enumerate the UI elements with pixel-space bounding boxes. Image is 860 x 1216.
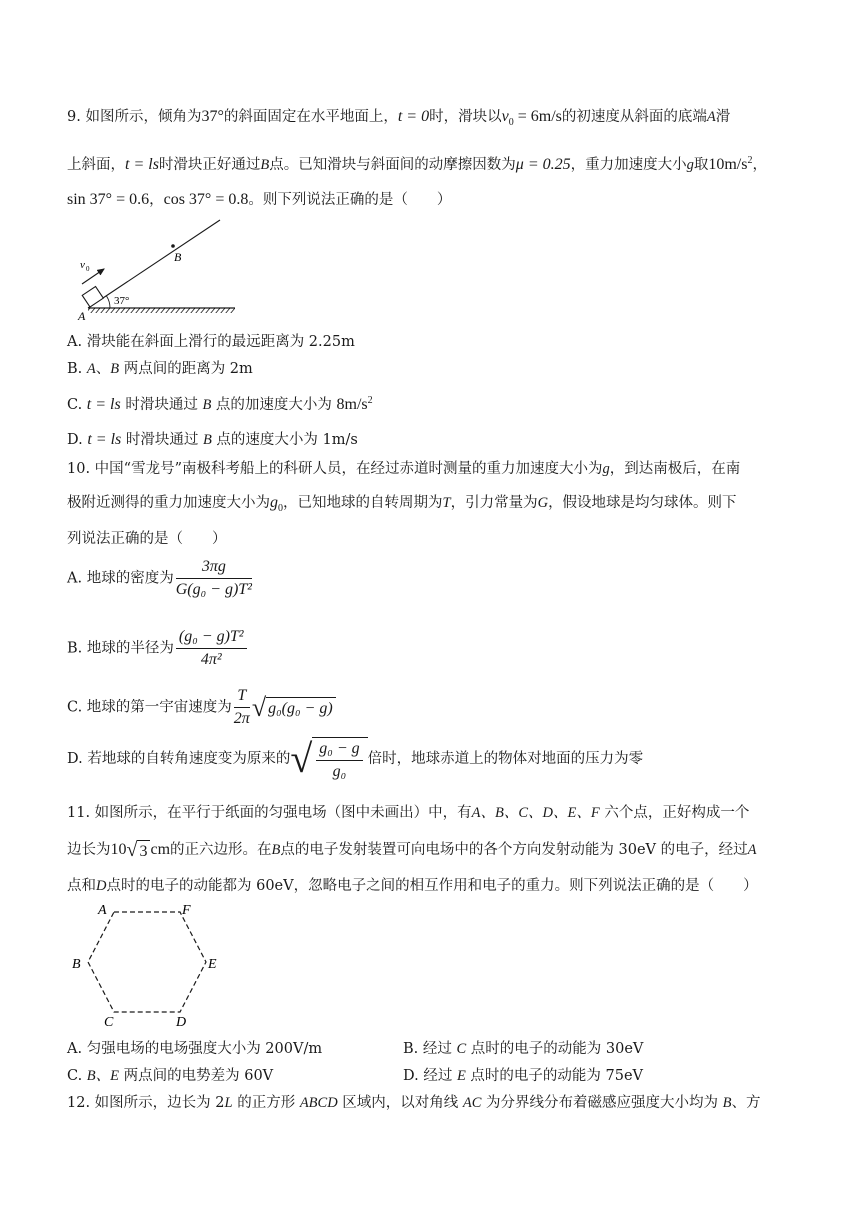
q11-text: 六个点，正好构成一个 bbox=[599, 805, 750, 821]
q10-option-text: C. 地球的第一宇宙速度为 bbox=[67, 699, 232, 716]
q9-option-text: D. bbox=[67, 432, 88, 448]
q9-text: 上斜面， bbox=[67, 157, 125, 173]
q11-option-text: D. 经过 bbox=[403, 1068, 457, 1084]
q10-option-text: 倍时，地球赤道上的物体对地面的压力为零 bbox=[367, 751, 644, 767]
point-label: A bbox=[86, 361, 96, 377]
time-value: t = 0 bbox=[397, 108, 430, 125]
fraction-numerator: 3πg bbox=[176, 558, 252, 579]
radical-sign: √ bbox=[290, 736, 313, 781]
q10-text: ，引力常量为 bbox=[450, 495, 538, 511]
q9-option-a: A. 滑块能在斜面上滑行的最远距离为 2.25m bbox=[67, 334, 355, 350]
q12-line1 bbox=[67, 1091, 761, 1112]
q12-text: 的正方形 bbox=[232, 1095, 300, 1111]
q10-option-b bbox=[67, 628, 249, 669]
point-label: D bbox=[96, 878, 107, 894]
q11-option-text: C. bbox=[67, 1068, 87, 1084]
v0-subscript: 0 bbox=[508, 116, 514, 128]
q9-text: 。则下列说法正确的是（ ） bbox=[248, 192, 452, 208]
fraction-denominator: G(g₀ − g)T² bbox=[175, 581, 252, 598]
q9-option-text: B. bbox=[67, 361, 87, 377]
angle-label: 37° bbox=[114, 295, 130, 307]
g-value-sup: 2 bbox=[747, 155, 753, 167]
mu-value: μ = 0.25 bbox=[515, 156, 571, 173]
point-label: B bbox=[110, 361, 120, 377]
side-length bbox=[110, 839, 171, 862]
q9-option-text: C. bbox=[67, 397, 87, 413]
q9-option-d bbox=[67, 428, 358, 449]
omega-sqrt bbox=[290, 737, 367, 781]
q11-option-c bbox=[67, 1064, 273, 1085]
point-labels: B、E bbox=[86, 1068, 120, 1084]
q11-option-text: 点时的电子的动能为 30eV bbox=[466, 1041, 644, 1057]
q10-option-c bbox=[67, 687, 336, 728]
incline-line bbox=[88, 220, 220, 308]
q9-text: 点。已知滑块与斜面间的动摩擦因数为 bbox=[269, 157, 516, 173]
fraction-denominator: g₀ bbox=[332, 763, 347, 780]
fraction-denominator: 2π bbox=[233, 710, 250, 727]
g-symbol: g bbox=[686, 157, 694, 173]
q9-option-text: 点的速度大小为 1m/s bbox=[211, 432, 358, 448]
velocity-sqrt bbox=[251, 692, 336, 722]
b-label: B bbox=[174, 250, 182, 264]
g-symbol: g bbox=[602, 461, 610, 477]
side-sqrt bbox=[127, 840, 151, 861]
point-label: B bbox=[202, 432, 212, 448]
radius-fraction bbox=[176, 628, 247, 669]
q11-option-a: A. 匀强电场的电场强度大小为 200V/m bbox=[67, 1041, 323, 1057]
hex-label-a: A bbox=[98, 903, 107, 918]
q10-option-text: A. 地球的密度为 bbox=[67, 570, 174, 587]
q9-option-text: 两点间的距离为 2m bbox=[119, 361, 253, 377]
q9-text: 时滑块正好通过 bbox=[158, 157, 261, 173]
q11-line1 bbox=[67, 801, 749, 822]
q9-option-text: 点的加速度大小为 bbox=[211, 397, 337, 413]
q9-option-text: 时滑块通过 bbox=[120, 397, 203, 413]
q10-text: 极附近测得的重力加速度大小为 bbox=[67, 495, 270, 511]
q11-option-text: 点时的电子的动能为 75eV bbox=[465, 1068, 644, 1084]
point-labels: A、B、C、D、E、F bbox=[471, 805, 600, 821]
fraction-numerator: T bbox=[234, 687, 250, 708]
q10-option-text: B. 地球的半径为 bbox=[67, 640, 174, 657]
square-label: ABCD bbox=[299, 1095, 338, 1111]
q11-line3 bbox=[67, 874, 758, 895]
incline-figure bbox=[70, 212, 240, 322]
q11-option-b bbox=[403, 1037, 643, 1058]
q9-text: 取 bbox=[693, 157, 709, 173]
accel-value: 8m/s bbox=[336, 396, 368, 413]
fraction-numerator: (g₀ − g)T² bbox=[176, 628, 247, 649]
q11-text: 11. 如图所示，在平行于纸面的匀强电场（图中未画出）中，有 bbox=[67, 805, 472, 821]
q9-option-text: 、 bbox=[95, 361, 111, 377]
q11-option-text: 两点间的电势差为 60V bbox=[119, 1068, 274, 1084]
a-label: A bbox=[78, 309, 86, 322]
q10-option-text: D. 若地球的自转角速度变为原来的 bbox=[67, 751, 291, 767]
q9-line2 bbox=[67, 153, 767, 174]
fraction-denominator: 4π² bbox=[200, 651, 222, 668]
q10-line1 bbox=[67, 457, 740, 478]
q9-line1 bbox=[67, 105, 730, 128]
point-label: C bbox=[456, 1041, 467, 1057]
q10-text: 10. 中国“雪龙号”南极科考船上的科研人员，在经过赤道时测量的重力加速度大小为 bbox=[67, 461, 603, 477]
v0-label-sub: 0 bbox=[86, 265, 90, 273]
q9-option-c bbox=[67, 393, 373, 414]
radicand: 3 bbox=[137, 840, 150, 861]
q11-option-d bbox=[403, 1064, 643, 1085]
v0-value: = 6m/s bbox=[513, 108, 562, 125]
g0-symbol: g bbox=[270, 494, 278, 511]
q11-text: 边长为 bbox=[67, 842, 111, 858]
q10-text: ，已知地球的自转周期为 bbox=[283, 495, 443, 511]
hex-label-d: D bbox=[176, 1015, 187, 1030]
point-label: A bbox=[747, 842, 757, 858]
q12-text: 区域内，以对角线 bbox=[337, 1095, 463, 1111]
b-symbol: B bbox=[722, 1095, 732, 1111]
radical-sign: √ bbox=[251, 692, 267, 722]
radical-sign: √ bbox=[126, 839, 138, 862]
time-value: t = ls bbox=[86, 396, 121, 413]
q12-text: 为分界线分布着磁感应强度大小均为 bbox=[481, 1095, 723, 1111]
v0-label: v bbox=[80, 259, 85, 271]
density-fraction bbox=[176, 558, 252, 599]
radicand bbox=[312, 737, 367, 781]
g-value: 10m/s bbox=[708, 156, 748, 173]
q9-text: ，重力加速度大小 bbox=[570, 157, 687, 173]
point-b-dot bbox=[171, 244, 175, 248]
point-label: B bbox=[202, 397, 212, 413]
accel-sup: 2 bbox=[367, 395, 373, 407]
g0-subscript: 0 bbox=[278, 502, 283, 514]
q10-line2 bbox=[67, 491, 737, 514]
q9-text: 的斜面固定在水平地面上， bbox=[223, 109, 398, 125]
point-label: E bbox=[456, 1068, 466, 1084]
hex-label-b: B bbox=[72, 957, 81, 972]
slider-block bbox=[82, 286, 103, 307]
hex-label-e: E bbox=[208, 957, 217, 972]
q11-option-text: B. 经过 bbox=[403, 1041, 457, 1057]
q10-line3: 列说法正确的是（ ） bbox=[67, 531, 227, 547]
q10-text: ，到达南极后，在南 bbox=[609, 461, 741, 477]
velocity-fraction bbox=[234, 687, 250, 728]
q9-text: 滑 bbox=[715, 109, 731, 125]
ground-hatch bbox=[88, 308, 235, 313]
point-label: B bbox=[260, 157, 270, 173]
q12-text: 12. 如图所示，边长为 2 bbox=[67, 1095, 225, 1111]
q9-text: 的初速度从斜面的底端 bbox=[561, 109, 707, 125]
t-symbol: T bbox=[442, 495, 451, 511]
cos-value: cos 37° = 0.8 bbox=[163, 191, 249, 208]
hexagon-figure bbox=[68, 898, 228, 1032]
point-label: B bbox=[271, 842, 281, 858]
q11-text: 的正六边形。在 bbox=[170, 842, 272, 858]
time-value: t = ls bbox=[87, 431, 122, 448]
q9-text: 时，滑块以 bbox=[429, 109, 502, 125]
q11-text: 点时的电子的动能都为 60eV，忽略电子之间的相互作用和电子的重力。则下列说法正确的是（ ） bbox=[106, 878, 758, 894]
side-unit: cm bbox=[150, 841, 171, 858]
sin-value: sin 37° = 0.6 bbox=[67, 191, 150, 208]
q11-text: 点和 bbox=[67, 878, 96, 894]
q10-option-d bbox=[67, 737, 643, 781]
time-value: t = ls bbox=[125, 156, 159, 173]
q9-text: ， bbox=[752, 157, 767, 173]
omega-fraction bbox=[316, 740, 362, 781]
q10-text: ，假设地球是均匀球体。则下 bbox=[548, 495, 737, 511]
hex-label-f: F bbox=[182, 903, 191, 918]
q9-text: 9. 如图所示，倾角为 bbox=[67, 109, 202, 125]
q9-option-b bbox=[67, 357, 253, 378]
g-const-symbol: G bbox=[537, 495, 549, 511]
fraction-numerator: g₀ − g bbox=[316, 740, 362, 761]
hexagon-shape bbox=[88, 912, 206, 1012]
angle-arc bbox=[107, 296, 111, 308]
radicand: g₀(g₀ − g) bbox=[266, 697, 336, 718]
q9-text: ， bbox=[149, 192, 164, 208]
v0-symbol: v bbox=[501, 108, 509, 125]
angle-value: 37° bbox=[201, 108, 224, 125]
q9-line3 bbox=[67, 188, 451, 209]
hex-label-c: C bbox=[104, 1015, 114, 1030]
q12-text: 、方 bbox=[731, 1095, 761, 1111]
l-symbol: L bbox=[224, 1095, 233, 1111]
point-label: A bbox=[706, 109, 716, 125]
side-coefficient: 10 bbox=[110, 841, 127, 858]
q10-option-a bbox=[67, 558, 254, 599]
q11-line2 bbox=[67, 838, 756, 861]
q11-text: 点的电子发射装置可向电场中的各个方向发射动能为 30eV 的电子，经过 bbox=[280, 842, 748, 858]
q9-option-text: 时滑块通过 bbox=[121, 432, 203, 448]
diagonal-label: AC bbox=[462, 1095, 482, 1111]
